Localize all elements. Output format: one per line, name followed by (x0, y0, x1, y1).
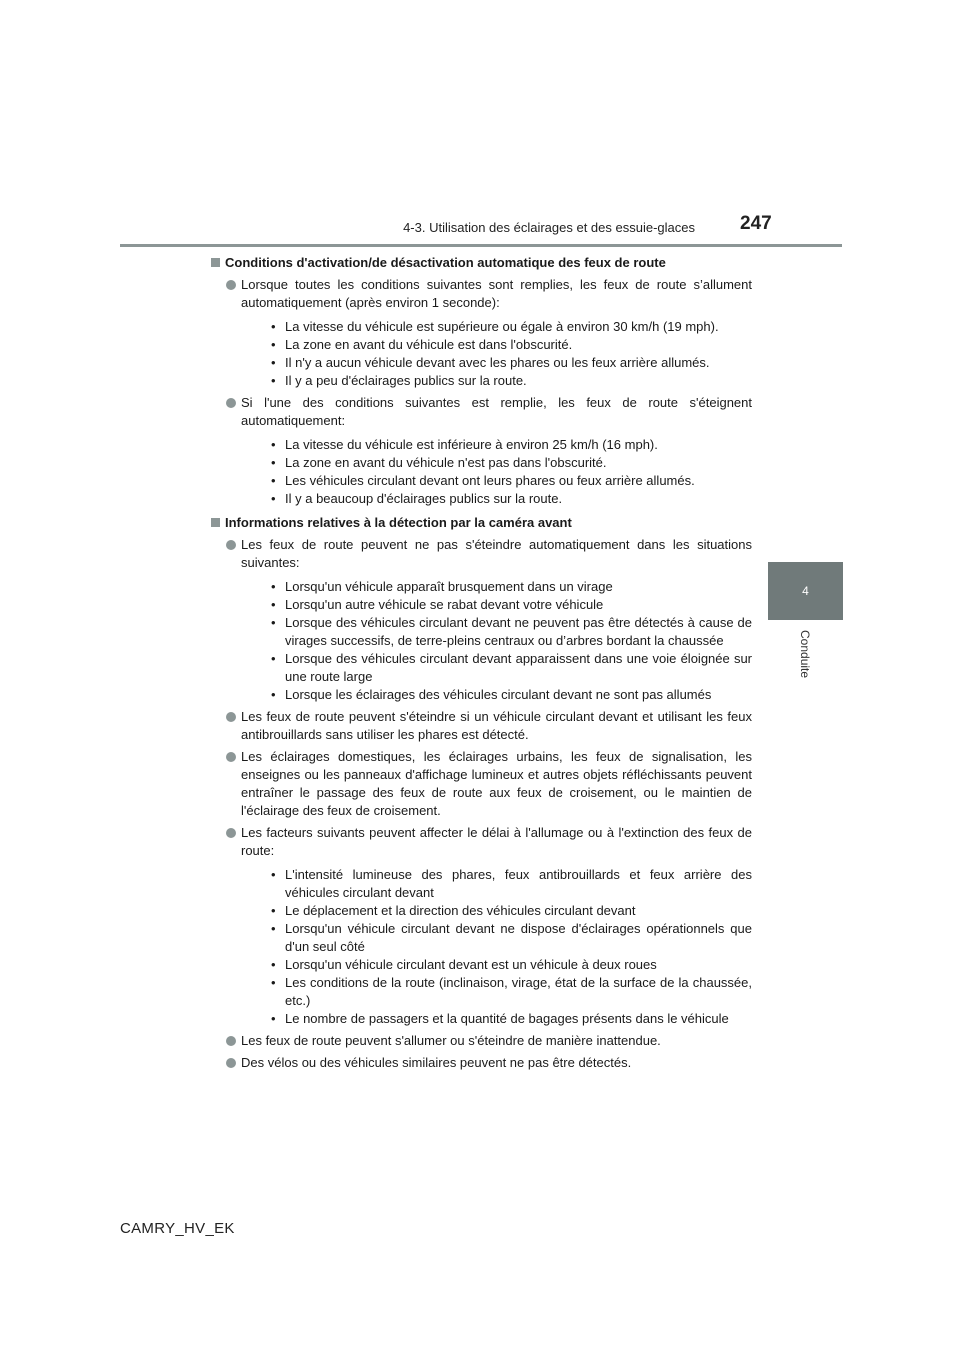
page-number: 247 (740, 213, 772, 234)
list-item-text: Des vélos ou des véhicules similaires peuvent ne pas être détectés. (241, 1055, 632, 1070)
sub-list-item: • La vitesse du véhicule est supérieure ou égale à environ 30 km/h (19 mph). (271, 318, 752, 336)
sub-list-item: • La vitesse du véhicule est inférieure à environ 25 km/h (16 mph). (271, 436, 752, 454)
list-item-text: Lorsque toutes les conditions suivantes sont remplies, les feux de route s’allument automatiquement (après environ 1 seconde): (241, 277, 752, 310)
section-title: 4-3. Utilisation des éclairages et des essuie-glaces (403, 220, 695, 235)
circle-bullet-icon (226, 540, 236, 550)
sub-list-item: • Lorsqu'un véhicule circulant devant est un véhicule à deux roues (271, 956, 752, 974)
chapter-label: Conduite (798, 630, 812, 679)
sub-list (241, 578, 752, 704)
sub-list-item: • Lorsqu'un véhicule circulant devant ne dispose d'éclairages opérationnels que d'un seul côté (271, 920, 752, 956)
circle-bullet-icon (226, 712, 236, 722)
list-item-text: Les feux de route peuvent s'allumer ou s'éteindre de manière inattendue. (241, 1033, 661, 1048)
circle-bullet-icon (226, 1058, 236, 1068)
sub-list-item: • Les conditions de la route (inclinaison, virage, état de la surface de la chaussée, etc.) (271, 974, 752, 1010)
sub-list-item: • L'intensité lumineuse des phares, feux antibrouillards et feux arrière des véhicules circulant devant (271, 866, 752, 902)
section-heading-text: Informations relatives à la détection par la caméra avant (225, 515, 572, 530)
sub-list-item: • Lorsque des véhicules circulant devant ne peuvent pas être détectés à cause de virages successifs, de terre-pleins centraux ou d’arbres bordant la chaussée (271, 614, 752, 650)
list-item-text: Les feux de route peuvent ne pas s'éteindre automatiquement dans les situations suivantes: (241, 537, 752, 570)
sub-list-item: • Lorsque des véhicules circulant devant apparaissent dans une voie éloignée sur une route large (271, 650, 752, 686)
section-heading (210, 254, 752, 272)
sub-list-item: • Le nombre de passagers et la quantité de bagages présents dans le véhicule (271, 1010, 752, 1028)
circle-bullet-icon (226, 1036, 236, 1046)
section-heading-text: Conditions d'activation/de désactivation automatique des feux de route (225, 255, 666, 270)
header-divider (120, 244, 842, 247)
sub-list-item: • La zone en avant du véhicule est dans l'obscurité. (271, 336, 752, 354)
circle-bullet-icon (226, 752, 236, 762)
sub-list-item: • Les véhicules circulant devant ont leurs phares ou feux arrière allumés. (271, 472, 752, 490)
list-item (210, 394, 752, 508)
content-section (210, 254, 752, 508)
circle-bullet-icon (226, 828, 236, 838)
sub-list (241, 318, 752, 390)
square-bullet-icon (211, 258, 220, 267)
list-item (210, 276, 752, 390)
square-bullet-icon (211, 518, 220, 527)
document-code: CAMRY_HV_EK (120, 1220, 235, 1237)
section-heading (210, 514, 752, 532)
main-content (210, 254, 752, 1072)
sub-list-item: • Il y a peu d'éclairages publics sur la route. (271, 372, 752, 390)
list-item (210, 1054, 752, 1072)
sub-list-item: • Le déplacement et la direction des véhicules circulant devant (271, 902, 752, 920)
circle-bullet-icon (226, 398, 236, 408)
sub-list-item: • Il y a beaucoup d'éclairages publics sur la route. (271, 490, 752, 508)
sub-list (241, 436, 752, 508)
list-item-text: Les facteurs suivants peuvent affecter le délai à l'allumage ou à l'extinction des feux de route: (241, 825, 752, 858)
sub-list (241, 866, 752, 1028)
list-item-text: Les feux de route peuvent s'éteindre si un véhicule circulant devant et utilisant les feux antibrouillards sans utiliser les phares est détecté. (241, 709, 752, 742)
sub-list-item: • Lorsque les éclairages des véhicules circulant devant ne sont pas allumés (271, 686, 752, 704)
sub-list-item: • Il n'y a aucun véhicule devant avec les phares ou les feux arrière allumés. (271, 354, 752, 372)
circle-bullet-icon (226, 280, 236, 290)
list-item (210, 748, 752, 820)
list-item-text: Si l'une des conditions suivantes est remplie, les feux de route s'éteignent automatiquement: (241, 395, 752, 428)
chapter-tab (768, 562, 843, 620)
sub-list-item: • Lorsqu'un autre véhicule se rabat devant votre véhicule (271, 596, 752, 614)
sub-list-item: • La zone en avant du véhicule n'est pas dans l'obscurité. (271, 454, 752, 472)
list-item (210, 536, 752, 704)
list-item (210, 1032, 752, 1050)
list-item-text: Les éclairages domestiques, les éclairages urbains, les feux de signalisation, les enseignes ou les panneaux d'affichage lumineux et autres objets réfléchissants peuvent entraîner le passage des feux de route aux feux de croisement, ou le maintien de l'éclairage des feux de croisement. (241, 749, 752, 818)
chapter-number: 4 (802, 584, 809, 598)
list-item (210, 824, 752, 1028)
sub-list-item: • Lorsqu'un véhicule apparaît brusquement dans un virage (271, 578, 752, 596)
content-section (210, 514, 752, 1072)
list-item (210, 708, 752, 744)
